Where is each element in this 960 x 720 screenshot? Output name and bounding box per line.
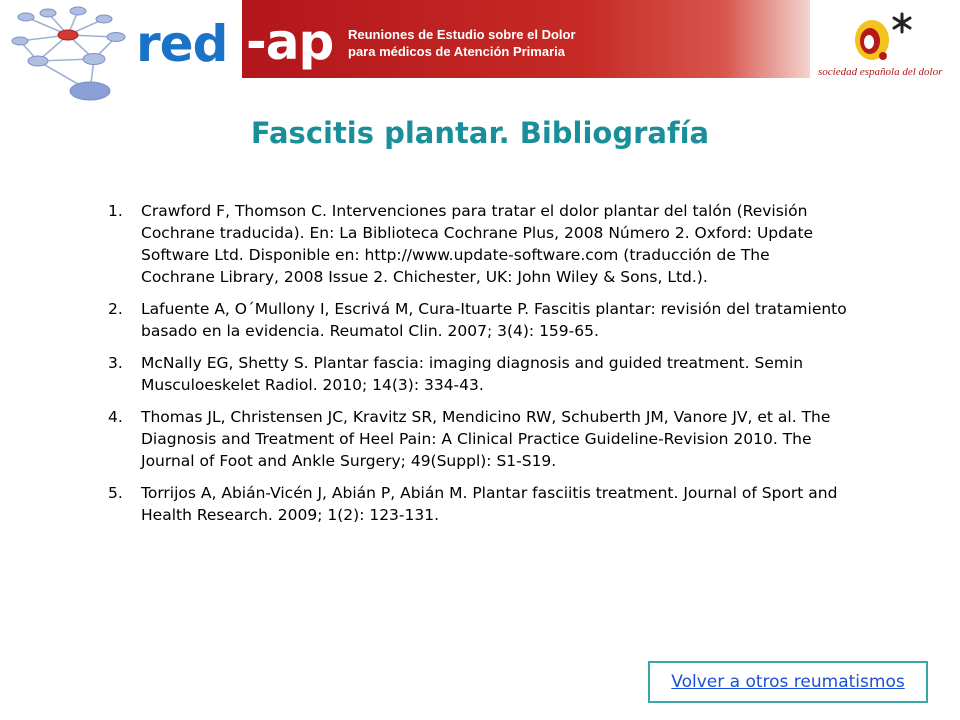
- reference-number: 2.: [108, 300, 123, 318]
- reference-item: [108, 482, 848, 526]
- reference-item: [108, 352, 848, 396]
- reference-text: Lafuente A, O´Mullony I, Escrivá M, Cura-Ituarte P. Fascitis plantar: revisión del tratamiento basado en la evidencia. Reumatol Clin. 2007; 3(4): 159-65.: [141, 300, 847, 340]
- reference-number: 4.: [108, 408, 123, 426]
- reference-text: McNally EG, Shetty S. Plantar fascia: imaging diagnosis and guided treatment. Semin Musculoeskelet Radiol. 2010; 14(3): 334-43.: [141, 354, 804, 394]
- network-logo-icon: [8, 5, 138, 105]
- header-banner: [0, 0, 960, 110]
- tagline-line-1: Reuniones de Estudio sobre el Dolor: [348, 27, 576, 42]
- page-title: Fascitis plantar. Bibliografía: [250, 116, 710, 150]
- reference-text: Torrijos A, Abián-Vicén J, Abián P, Abián M. Plantar fasciitis treatment. Journal of Sport and Health Research. 2009; 1(2): 123-131.: [141, 484, 838, 524]
- reference-number: 1.: [108, 202, 123, 220]
- brand-ap-word: -ap: [246, 13, 334, 71]
- tagline-line-2: para médicos de Atención Primaria: [348, 44, 565, 59]
- back-to-rheumatisms-link[interactable]: Volver a otros reumatismos: [648, 661, 928, 703]
- brand-tagline: [348, 26, 608, 60]
- reference-item: [108, 298, 848, 342]
- reference-list: [108, 200, 848, 536]
- reference-text: Thomas JL, Christensen JC, Kravitz SR, Mendicino RW, Schuberth JM, Vanore JV, et al. The Diagnosis and Treatment of Heel Pain: A Clinical Practice Guideline-Revision 2010. The Journal of Foot and Ankle Surgery; 49(Suppl): S1-S19.: [141, 408, 831, 470]
- brand-band: [242, 0, 810, 78]
- reference-item: [108, 200, 848, 288]
- reference-number: 5.: [108, 484, 123, 502]
- brand-red-word: red: [136, 15, 228, 73]
- society-logo-icon: [812, 8, 952, 100]
- reference-item: [108, 406, 848, 472]
- reference-text: Crawford F, Thomson C. Intervenciones para tratar el dolor plantar del talón (Revisión Cochrane traducida). En: La Biblioteca Cochrane Plus, 2008 Número 2. Oxford: Update Software Ltd. Disponible en: http://www.update-software.com (traducción de The Cochrane Library, 2008 Issue 2. Chichester, UK: John Wiley & Sons, Ltd.).: [141, 202, 814, 286]
- society-label: sociedad española del dolor: [818, 66, 943, 78]
- reference-number: 3.: [108, 354, 123, 372]
